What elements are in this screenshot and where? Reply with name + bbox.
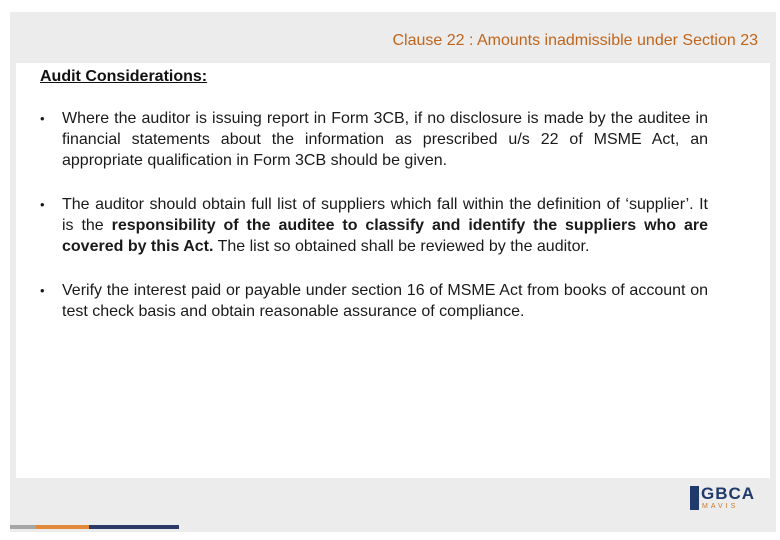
bullet-marker: •	[40, 111, 45, 126]
bullet-text: The auditor should obtain full list of suppliers which fall within the definition of ‘supplier’. It is the	[62, 196, 708, 234]
logo-mark	[690, 486, 699, 510]
logo-subtext: MAVIS	[702, 503, 739, 510]
section-heading: Audit Considerations:	[40, 68, 208, 85]
bullet-list	[40, 108, 708, 322]
bullet-marker: •	[40, 197, 45, 212]
bullet-text: Verify the interest paid or payable under section 16 of MSME Act from books of account on test check basis and obtain reasonable assurance of compliance.	[62, 282, 708, 320]
bullet-marker: •	[40, 283, 45, 298]
footer-bar-navy	[89, 525, 179, 529]
bullet-bold-text: responsibility of the auditee to classify and identify the suppliers who are covered by this Act.	[62, 217, 708, 255]
logo-text: GBCA	[701, 484, 756, 503]
slide-title: Clause 22 : Amounts inadmissible under Section 23	[392, 32, 758, 49]
footer-bar-orange	[36, 525, 89, 529]
bullet-item	[40, 280, 708, 322]
bullet-text: Where the auditor is issuing report in Form 3CB, if no disclosure is made by the auditee in financial statements about the information as prescribed u/s 22 of MSME Act, an appropriate qualification in Form 3CB should be given.	[62, 110, 708, 169]
bullet-item	[40, 108, 708, 171]
footer-bar-gray	[10, 525, 36, 529]
bullet-text: The list so obtained shall be reviewed by the auditor.	[213, 238, 590, 255]
bullet-item	[40, 194, 708, 257]
company-logo	[690, 484, 760, 518]
